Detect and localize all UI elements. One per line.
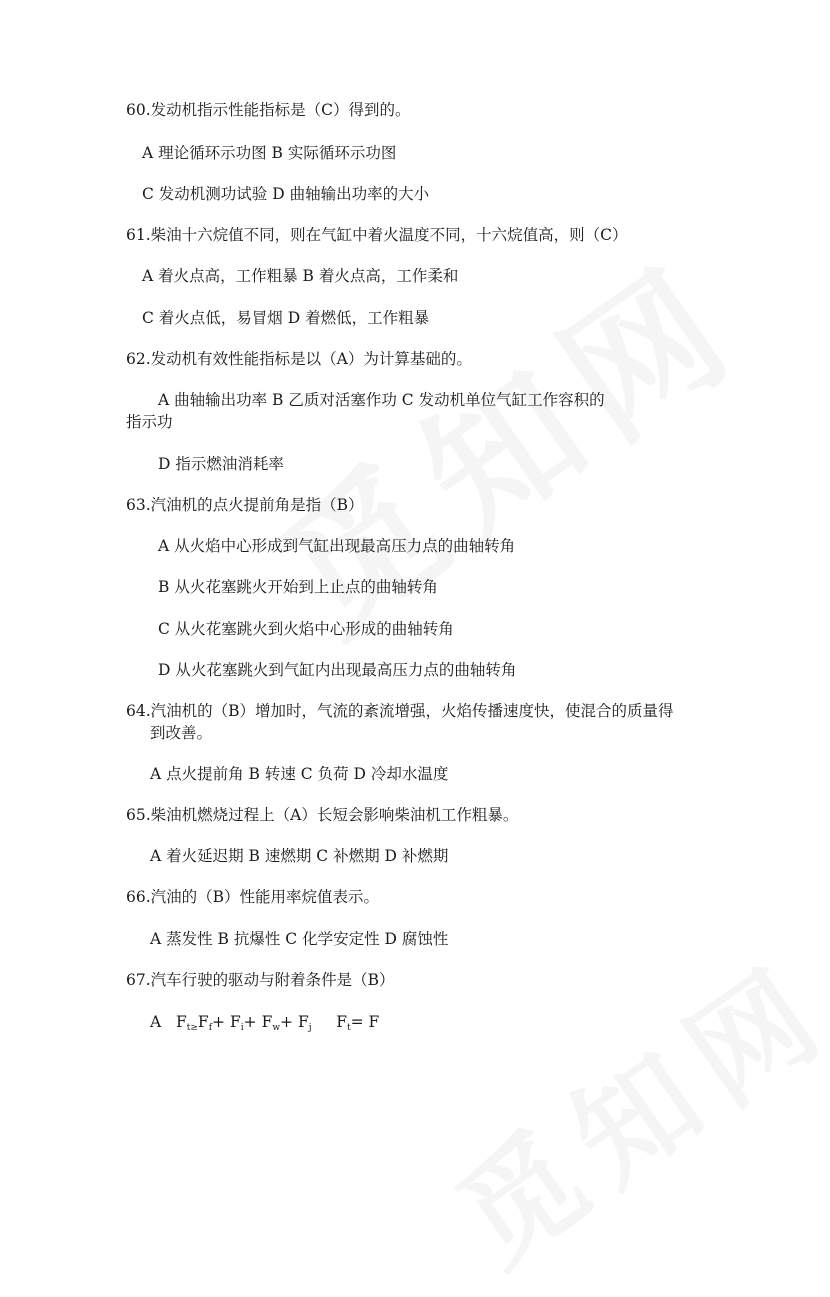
question-63: 63.汽油机的点火提前角是指（B） [126,496,364,514]
options-66: A 蒸发性 B 抗爆性 C 化学安定性 D 腐蚀性 [150,930,449,948]
options-62-d: D 指示燃油消耗率 [158,455,284,473]
options-65: A 着火延迟期 B 速燃期 C 补燃期 D 补燃期 [150,847,449,865]
subscript-t: t [346,1023,351,1033]
options-62-wrap: 指示功 [126,413,173,431]
formula-label: A [150,1013,162,1031]
option-63-c: C 从火花塞跳火到火焰中心形成的曲轴转角 [158,620,454,638]
question-64-wrap: 到改善。 [150,724,213,742]
option-63-a: A 从火焰中心形成到气缸出现最高压力点的曲轴转角 [158,537,516,555]
question-66: 66.汽油的（B）性能用率烷值表示。 [126,888,380,906]
subscript-j: j [308,1023,312,1033]
question-61: 61.柴油十六烷值不同，则在气缸中着火温度不同，十六烷值高，则（C） [126,226,628,244]
symbol-f: F [261,1013,273,1031]
option-63-b: B 从火花塞跳火开始到上止点的曲轴转角 [158,578,438,596]
question-64: 64.汽油机的（B）增加时，气流的紊流增强，火焰传播速度快，使混合的质量得 [126,702,674,720]
plus-sign: + [212,1013,226,1031]
option-63-d: D 从火花塞跳火到气缸内出现最高压力点的曲轴转角 [158,661,517,679]
options-60-ab: A 理论循环示功图 B 实际循环示功图 [142,144,397,162]
options-60-cd: C 发动机测功试验 D 曲轴输出功率的大小 [142,185,430,203]
watermark-bottom [419,915,830,1297]
symbol-f: F [336,1013,347,1031]
symbol-f: F [229,1013,241,1031]
question-67: 67.汽车行驶的驱动与附着条件是（B） [126,971,395,989]
options-61-cd: C 着火点低，易冒烟 D 着燃低，工作粗暴 [142,309,430,327]
plus-sign: + [243,1013,257,1031]
question-60: 60.发动机指示性能指标是（C）得到的。 [126,101,411,119]
equals-f: = F [350,1013,380,1031]
subscript-i: i [240,1023,244,1033]
formula-67-a [150,1011,379,1039]
options-64: A 点火提前角 B 转速 C 负荷 D 冷却水温度 [150,765,449,783]
symbol-f: F [175,1013,187,1031]
plus-sign: + [280,1013,294,1031]
subscript-w: w [272,1023,281,1033]
subscript-f: f [208,1023,213,1033]
question-65: 65.柴油机燃烧过程上（A）长短会影响柴油机工作粗暴。 [126,806,519,824]
options-62-abc: A 曲轴输出功率 B 乙质对活塞作功 C 发动机单位气缸工作容积的 [158,391,605,409]
subscript-t-ge: t≥ [186,1023,198,1033]
symbol-f: F [197,1013,209,1031]
question-62: 62.发动机有效性能指标是以（A）为计算基础的。 [126,350,472,368]
symbol-f: F [297,1013,309,1031]
options-61-ab: A 着火点高，工作粗暴 B 着火点高，工作柔和 [142,267,459,285]
